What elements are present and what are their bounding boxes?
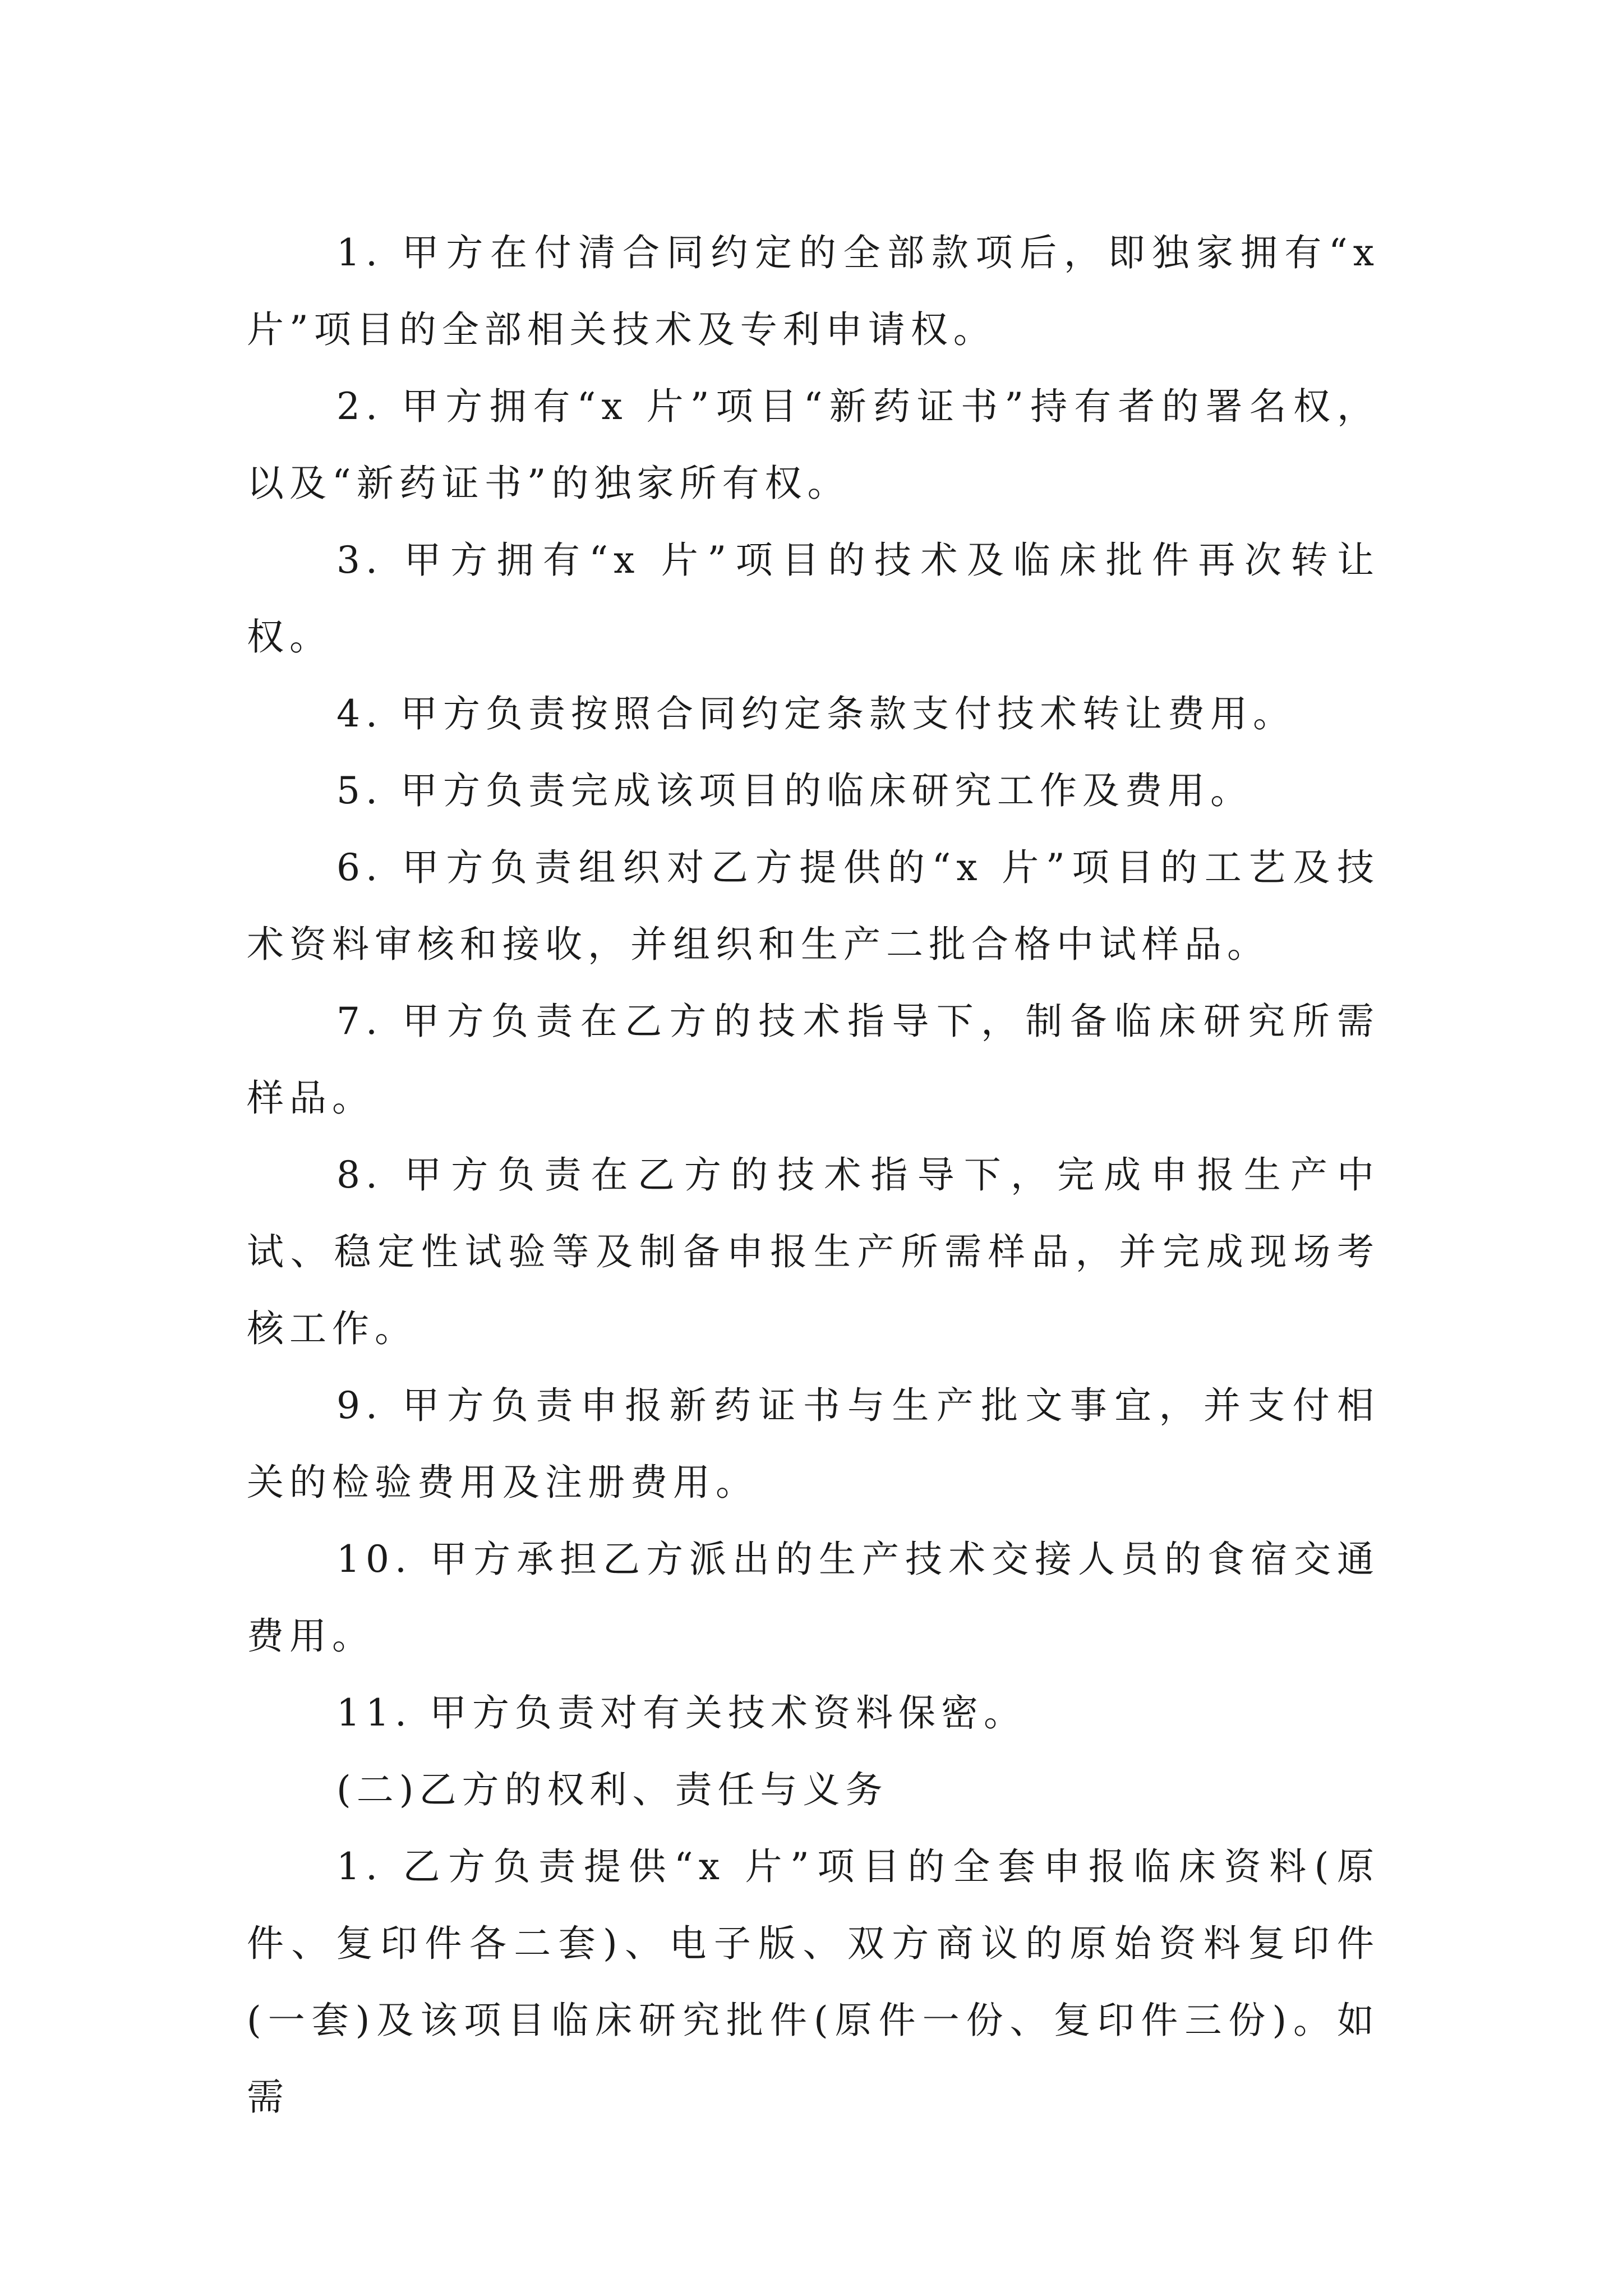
paragraph-b1: 1. 乙方负责提供“x 片”项目的全套申报临床资料(原件、复印件各二套)、电子版、双方商议的原始资料复印件(一套)及该项目临床研究批件(原件一份、复印件三份)。如需 xyxy=(247,1845,1380,2119)
paragraph-a6: 6. 甲方负责组织对乙方提供的“x 片”项目的工艺及技术资料审核和接收，并组织和生产二批合格中试样品。 xyxy=(247,846,1380,966)
paragraph-a1: 1. 甲方在付清合同约定的全部款项后，即独家拥有“x 片”项目的全部相关技术及专利申请权。 xyxy=(247,231,1380,351)
paragraph-a4: 4. 甲方负责按照合同约定条款支付技术转让费用。 xyxy=(336,692,1295,735)
paragraph-a5: 5. 甲方负责完成该项目的临床研究工作及费用。 xyxy=(336,769,1253,812)
paragraph-a8: 8. 甲方负责在乙方的技术指导下，完成申报生产中试、稳定性试验等及制备申报生产所需样品，并完成现场考核工作。 xyxy=(247,1153,1380,1350)
paragraph-a3: 3. 甲方拥有“x 片”项目的技术及临床批件再次转让权。 xyxy=(247,539,1380,659)
section-heading: (二)乙方的权利、责任与义务 xyxy=(336,1768,888,1811)
paragraph-a10: 10. 甲方承担乙方派出的生产技术交接人员的食宿交通费用。 xyxy=(247,1538,1380,1658)
paragraph-a11: 11. 甲方负责对有关技术资料保密。 xyxy=(336,1691,1026,1734)
paragraph-a7: 7. 甲方负责在乙方的技术指导下，制备临床研究所需样品。 xyxy=(247,1000,1380,1120)
paragraph-a2: 2. 甲方拥有“x 片”项目“新药证书”持有者的署名权，以及“新药证书”的独家所有权。 xyxy=(247,385,1380,505)
contract-body xyxy=(247,214,1380,2136)
paragraph-a9: 9. 甲方负责申报新药证书与生产批文事宜，并支付相关的检验费用及注册费用。 xyxy=(247,1384,1380,1504)
